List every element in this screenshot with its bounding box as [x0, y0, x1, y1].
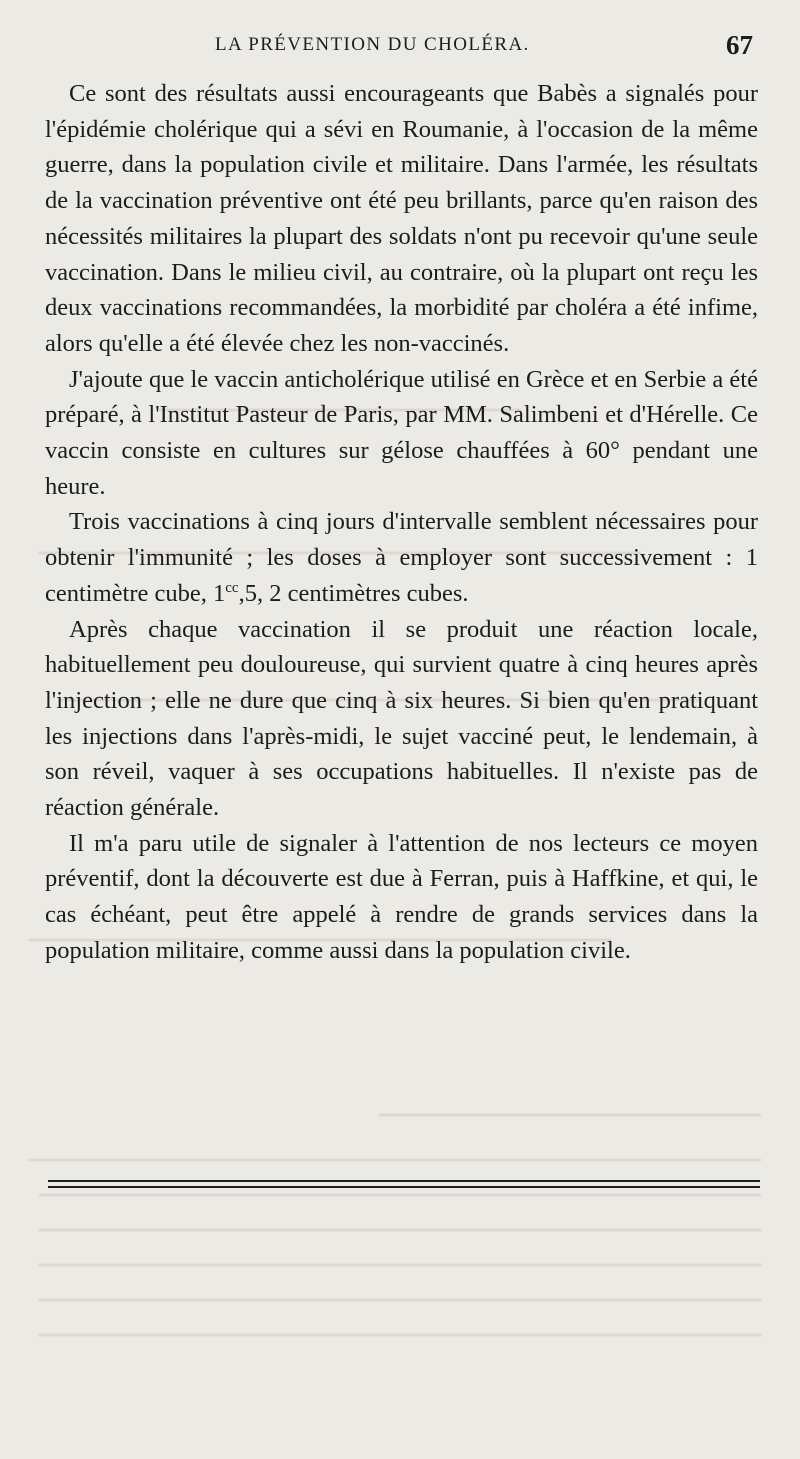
paragraph: Après chaque vaccination il se produit une réaction locale, habituellement peu douloureuse, qui survient quatre à cinq heures après l'injection ; elle ne dure que cinq à six heures. Si bien qu'en pratiquant les injections dans l'après-midi, le sujet vacciné peut, le lendemain, à son réveil, vaquer à ses occupations habituelles. Il n'existe pas de réaction générale.	[45, 615, 758, 822]
unit-superscript: cc	[225, 579, 239, 596]
page-number: 67	[726, 30, 753, 60]
section-divider	[48, 1180, 760, 1188]
paragraph	[45, 504, 758, 611]
body-text	[45, 76, 758, 969]
paragraph-text: Trois vaccinations à cinq jours d'intervalle semblent nécessaires pour obtenir l'immunité ; les doses à employer sont successivement : 1 centimètre cube, 1	[45, 508, 758, 607]
page-header	[0, 30, 800, 66]
paragraph: Il m'a paru utile de signaler à l'attention de nos lecteurs ce moyen préventif, dont la découverte est due à Ferran, puis à Haffkine, et qui, le cas échéant, peut être appelé à rendre de grands services dans la population militaire, comme aussi dans la population civile.	[45, 829, 758, 964]
divider-line	[48, 1180, 760, 1182]
divider-line	[48, 1186, 760, 1188]
paragraph: Ce sont des résultats aussi encourageants que Babès a signalés pour l'épidémie cholérique qui a sévi en Roumanie, à l'occasion de la même guerre, dans la population civile et militaire. Dans l'armée, les résultats de la vaccination préventive ont été peu brillants, parce qu'en raison des nécessités militaires la plupart des soldats n'ont pu recevoir qu'une seule vaccination. Dans le milieu civil, au contraire, où la plupart ont reçu les deux vaccinations recommandées, la morbidité par choléra a été infime, alors qu'elle a été élevée chez les non-vaccinés.	[45, 80, 758, 357]
paragraph: J'ajoute que le vaccin anticholérique utilisé en Grèce et en Serbie a été préparé, à l'Institut Pasteur de Paris, par MM. Salimbeni et d'Hérelle. Ce vaccin consiste en cultures sur gélose chauffées à 60° pendant une heure.	[45, 365, 758, 500]
paragraph-text: ,5, 2 centimètres cubes.	[238, 579, 469, 607]
running-head: LA PRÉVENTION DU CHOLÉRA.	[215, 34, 530, 55]
